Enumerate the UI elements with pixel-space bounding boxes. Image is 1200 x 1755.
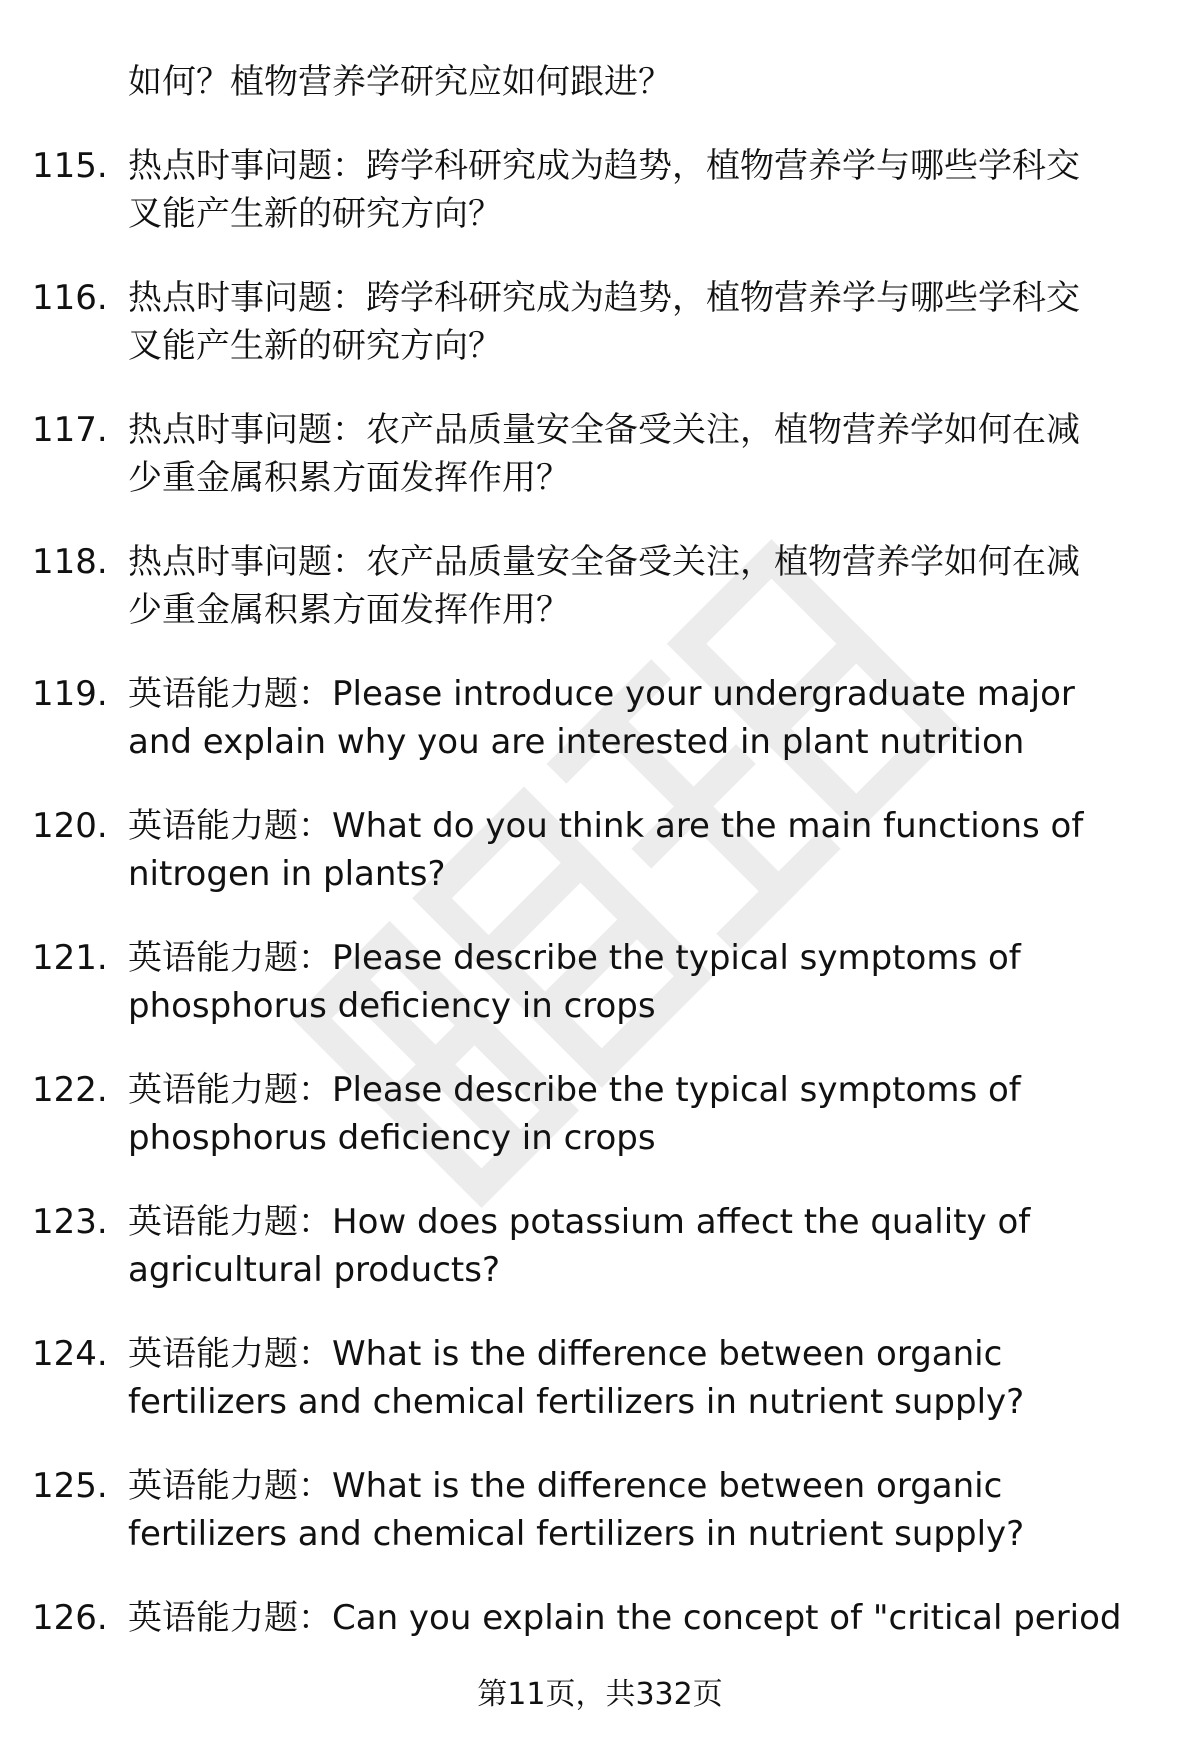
list-item (0, 934, 1200, 1030)
list-item (0, 274, 1200, 370)
item-text: 英语能力题：Please introduce your undergraduate major and explain why you are interested in plant nutrition (128, 674, 1075, 762)
item-number: 117. (32, 410, 108, 450)
item-text: 如何？植物营养学研究应如何跟进？ (128, 62, 672, 102)
list-item (0, 1066, 1200, 1162)
item-text: 英语能力题：Can you explain the concept of "critical period (128, 1598, 1122, 1638)
item-text: 英语能力题：Please describe the typical symptoms of phosphorus deficiency in crops (128, 1070, 1021, 1158)
item-text: 英语能力题：What is the difference between organic fertilizers and chemical fertilizers in nutrient supply? (128, 1334, 1025, 1422)
list-item (0, 58, 1200, 106)
list-item (0, 538, 1200, 634)
list-item (0, 1462, 1200, 1558)
item-number: 116. (32, 278, 108, 318)
item-number: 118. (32, 542, 108, 582)
list-item (0, 406, 1200, 502)
list-item (0, 802, 1200, 898)
item-number: 115. (32, 146, 108, 186)
item-number: 123. (32, 1202, 108, 1242)
item-text: 热点时事问题：农产品质量安全备受关注，植物营养学如何在减 少重金属积累方面发挥作用？ (128, 542, 1080, 630)
item-text: 英语能力题：Please describe the typical symptoms of phosphorus deficiency in crops (128, 938, 1021, 1026)
item-number: 125. (32, 1466, 108, 1506)
list-item (0, 1594, 1200, 1642)
item-text: 热点时事问题：农产品质量安全备受关注，植物营养学如何在减 少重金属积累方面发挥作用？ (128, 410, 1080, 498)
item-number: 121. (32, 938, 108, 978)
list-item (0, 670, 1200, 766)
page-footer: 第11页，共332页 (477, 1677, 723, 1712)
question-list (0, 58, 1200, 1678)
item-text: 热点时事问题：跨学科研究成为趋势，植物营养学与哪些学科交 叉能产生新的研究方向？ (128, 146, 1080, 234)
item-number: 119. (32, 674, 108, 714)
item-number: 124. (32, 1334, 108, 1374)
list-item (0, 1330, 1200, 1426)
item-number: 122. (32, 1070, 108, 1110)
item-text: 英语能力题：How does potassium affect the quality of agricultural products? (128, 1202, 1031, 1290)
item-number: 120. (32, 806, 108, 846)
item-text: 热点时事问题：跨学科研究成为趋势，植物营养学与哪些学科交 叉能产生新的研究方向？ (128, 278, 1080, 366)
item-number: 126. (32, 1598, 108, 1638)
list-item (0, 1198, 1200, 1294)
item-text: 英语能力题：What is the difference between organic fertilizers and chemical fertilizers in nutrient supply? (128, 1466, 1025, 1554)
item-text: 英语能力题：What do you think are the main functions of nitrogen in plants? (128, 806, 1084, 894)
list-item (0, 142, 1200, 238)
